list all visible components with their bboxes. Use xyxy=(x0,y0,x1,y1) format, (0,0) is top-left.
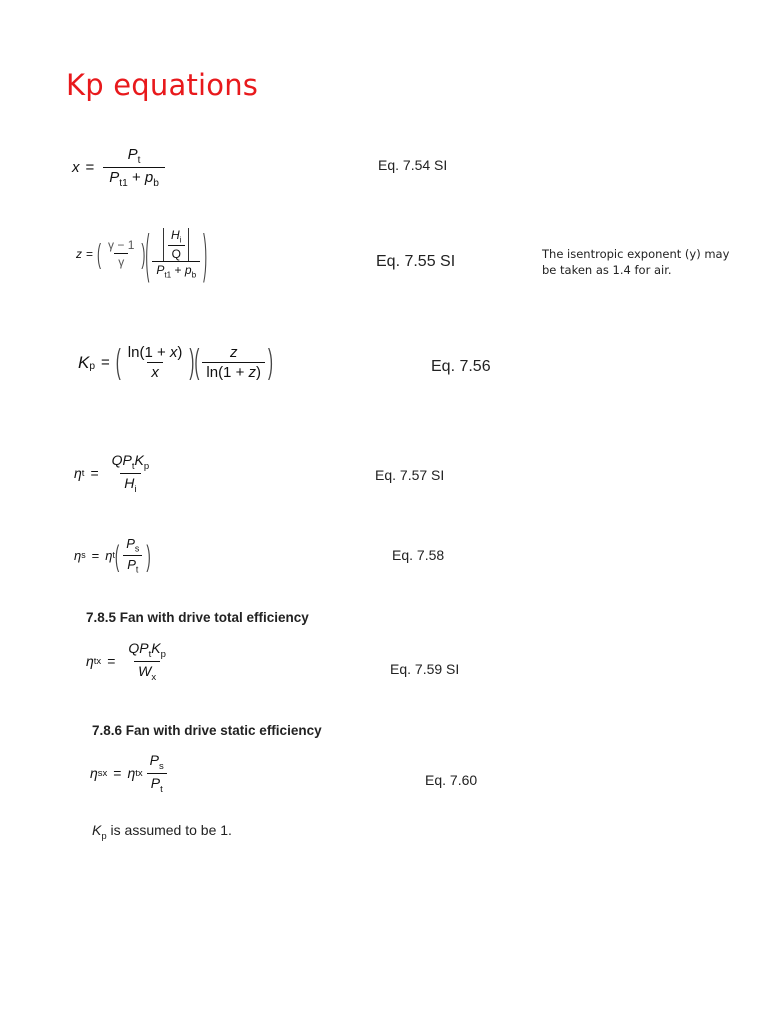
equation-eta-sx: η sx = η tx $\frac{P_s}{P_t}$ xyxy=(90,752,171,795)
equation-eta-tx: η tx = $\frac{QP_tK_p}{W_x}$ xyxy=(86,640,166,683)
isentropic-note: The isentropic exponent (y) may be taken as 1.4 for air. xyxy=(542,247,730,277)
page-title: Kp equations xyxy=(66,68,259,102)
equation-z: z = ( $\frac{\gamma - 1}{\gamma}$ ) ( $\frac{\frac{H_i}{Q}}{P_{t1} + p_b}$ ) xyxy=(76,223,208,285)
equation-label-7-56: Eq. 7.56 xyxy=(431,358,491,375)
kp-assumption-note xyxy=(92,822,232,842)
equation-label-7-58: Eq. 7.58 xyxy=(392,547,445,563)
kp-assumption-text: is assumed to be 1. xyxy=(106,822,232,838)
equation-label-7-59: Eq. 7.59 SI xyxy=(390,661,460,677)
equation-eta-s: η s = η t ( $\frac{P_s}{P_t}$ ) xyxy=(74,536,151,575)
equation-kp: K $_p$ = ( $\frac{\ln(1 + x)}{x}$ ) ( $\frac{z}{\ln(1 + z)}$ ) xyxy=(78,342,273,383)
equation-label-7-57: Eq. 7.57 SI xyxy=(375,467,445,483)
section-heading-fan-total: 7.8.5 Fan with drive total efficiency xyxy=(86,610,309,625)
kp-subscript: p xyxy=(101,830,107,842)
section-heading-fan-static: 7.8.6 Fan with drive static efficiency xyxy=(92,723,322,738)
equation-label-7-60: Eq. 7.60 xyxy=(425,772,478,788)
equation-eta-t: η t = $\frac{QP_tK_p}{H_i}$ xyxy=(74,452,150,495)
equation-label-7-54: Eq. 7.54 SI xyxy=(378,157,448,173)
equation-label-7-55: Eq. 7.55 SI xyxy=(376,253,456,270)
kp-symbol: K xyxy=(92,822,102,838)
equation-x: x = $\frac{P_t}{P_{t1} + p_b}$ xyxy=(72,146,168,189)
